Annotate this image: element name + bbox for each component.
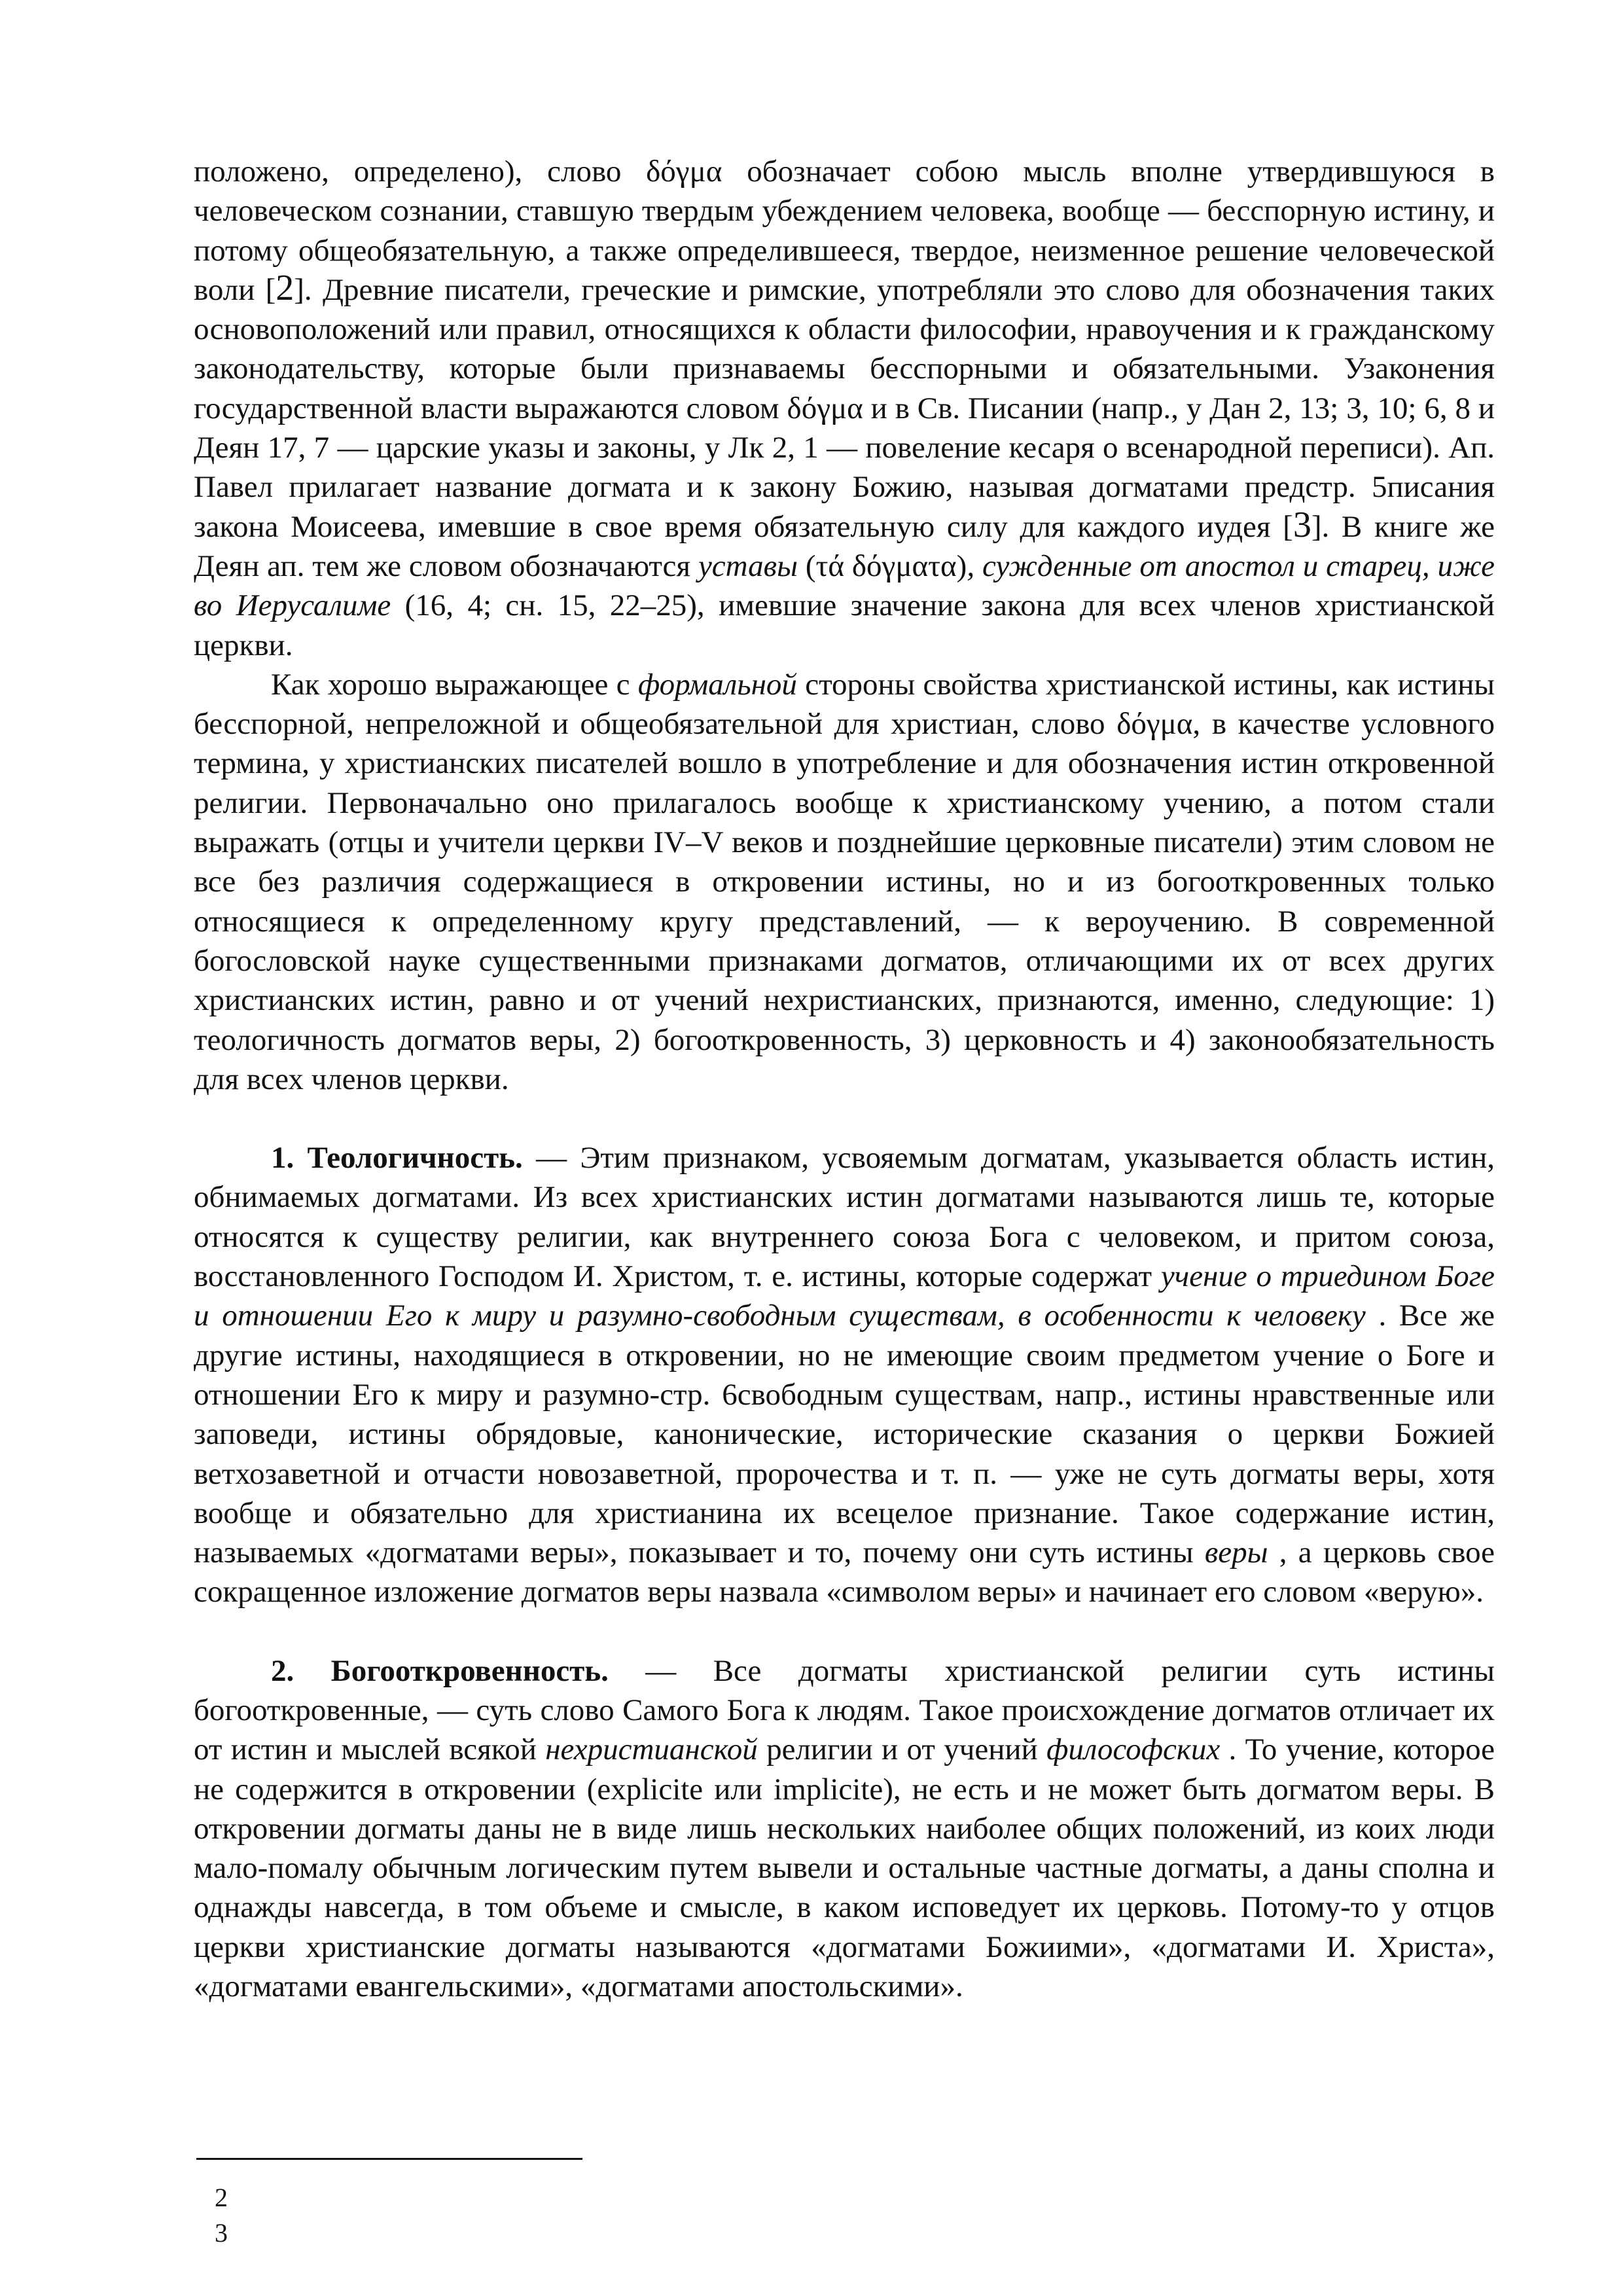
italic-run: уставы: [698, 548, 798, 583]
text-run: ]. Древние писатели, греческие и римские, употребляли это слово для обозначения таких основоположений или правил, относящихся к области философии, нравоучения и к гражданскому законодательству, которые были признаваемы бесспорными и обязательными. Узаконения государственной власти выражаются словом δόγμα и в Св. Писании (напр., у Дан 2, 13; 3, 10; 6, 8 и Деян 17, 7 — царские указы и законы, у Лк 2, 1 — повеление кесаря о всенародной переписи). Ап. Павел прилагает название догмата и к закону Божию, называя догматами предстр. 5писания закона Моисеева, имевшие в свое время обязательную силу для каждого иудея [: [194, 272, 1495, 544]
text-run: ]. В книге же Деян ап. тем же словом обозначаются: [194, 509, 1495, 583]
section-heading: 1. Теологичность.: [271, 1141, 523, 1175]
italic-run: формальной: [637, 667, 797, 702]
text-run: (16, 4; сн. 15, 22–25), имевшие значение закона для всех членов христианской церкви.: [194, 588, 1495, 662]
italic-run: , сужденные от апостол и старец, иже во Иерусалиме: [194, 548, 1495, 623]
footnote-3: 3: [215, 2218, 228, 2248]
footnote-ref-2[interactable]: 2: [276, 267, 294, 308]
text-run: Как хорошо выражающее с: [271, 667, 638, 702]
body-text: [194, 152, 1495, 2006]
paragraph-christian-usage: [194, 665, 1495, 1099]
text-run: (τά δόγματα): [797, 548, 967, 583]
text-run: стороны свойства христианской истины, как истины бесспорной, непреложной и общеобязательной для христиан, слово δόγμα, в качестве условного термина, у христианских писателей вошло в употребление и для обозначения истин откровенной религии. Первоначально оно прилагалось вообще к христианскому учению, а потом стали выражать (отцы и учители церкви IV–V веков и позднейшие церковные писатели) этим словом не все без различия содержащиеся в откровении истины, но и из богооткровенных только относящиеся к определенному кругу представлений, — к вероучению. В современной богословской науке существенными признаками догматов, отличающими их от всех других христианских истин, равно и от учений нехристианских, признаются, именно, следующие: 1) теологичность догматов веры, 2) богооткровенность, 3) церковность и 4) законообязательность для всех членов церкви.: [194, 667, 1495, 1096]
footnote-separator: [196, 2158, 582, 2160]
footnote-ref-3[interactable]: 3: [1293, 504, 1311, 545]
text-run: положено, определено), слово δόγμα обозначает собою мысль вполне утвердившуюся в человеческом сознании, ставшую твердым убеждением человека, вообще — бесспорную истину, и потому общеобязательную, а также определившееся, твердое, неизменное решение человеческой воли [: [194, 154, 1495, 307]
text-run: — Все догматы христианской религии суть истины богооткровенные, — суть слово Самого Бога к людям. Такое происхождение догматов отличает их от истин и мыслей всякой: [194, 1653, 1495, 1767]
text-run: — Этим признаком, усвояемым догматам, указывается область истин, обнимаемых догматами. Из всех христианских истин догматами называются лишь те, которые относятся к существу религии, как внутреннего союза Бога с человеком, и притом союза, восстановленного Господом И. Христом, т. е. истины, которые содержат: [194, 1141, 1495, 1294]
italic-run: учение о триедином Боге и отношении Его к миру и разумно-свободным существам, в особенности к человеку: [194, 1259, 1495, 1333]
text-run: . Все же другие истины, находящиеся в откровении, но не имеющие своим предметом учение о Боге и отношении Его к миру и разумно-стр. 6свободным существам, напр., истины нравственные или заповеди, истины обрядовые, канонические, исторические сказания о церкви Божией ветхозаветной и отчасти новозаветной, пророчества и т. п. — уже не суть догматы веры, хотя вообще и обязательно для христианина их всецелое признание. Такое содержание истин, называемых «догматами веры», показывает и то, почему они суть истины: [194, 1299, 1495, 1570]
italic-run: нехристианской: [545, 1732, 758, 1767]
section-revelation: [194, 1651, 1495, 2007]
text-run: религии и от учений: [757, 1732, 1046, 1767]
text-run: . То учение, которое не содержится в откровении (explicite или implicite), не есть и не может быть догматом веры. В откровении догматы даны не в виде лишь нескольких наиболее общих положений, из коих люди мало-помалу обычным логическим путем вывели и остальные частные догматы, а даны сполна и однажды навсегда, в том объеме и смысле, в каком исповедует их церковь. Потому-то у отцов церкви христианские догматы называются «догматами Божиими», «догматами И. Христа», «догматами евангельскими», «догматами апостольскими».: [194, 1732, 1495, 2004]
section-theologicality: [194, 1138, 1495, 1612]
footnote-2: 2: [215, 2183, 228, 2212]
paragraph-dogma-meaning: [194, 152, 1495, 665]
text-run: , а церковь свое сокращенное изложение догматов веры назвала «символом веры» и начинает его словом «верую».: [194, 1535, 1495, 1609]
section-heading: 2. Богооткровенность.: [271, 1653, 609, 1688]
italic-run: веры: [1204, 1535, 1268, 1570]
italic-run: философских: [1046, 1732, 1221, 1767]
